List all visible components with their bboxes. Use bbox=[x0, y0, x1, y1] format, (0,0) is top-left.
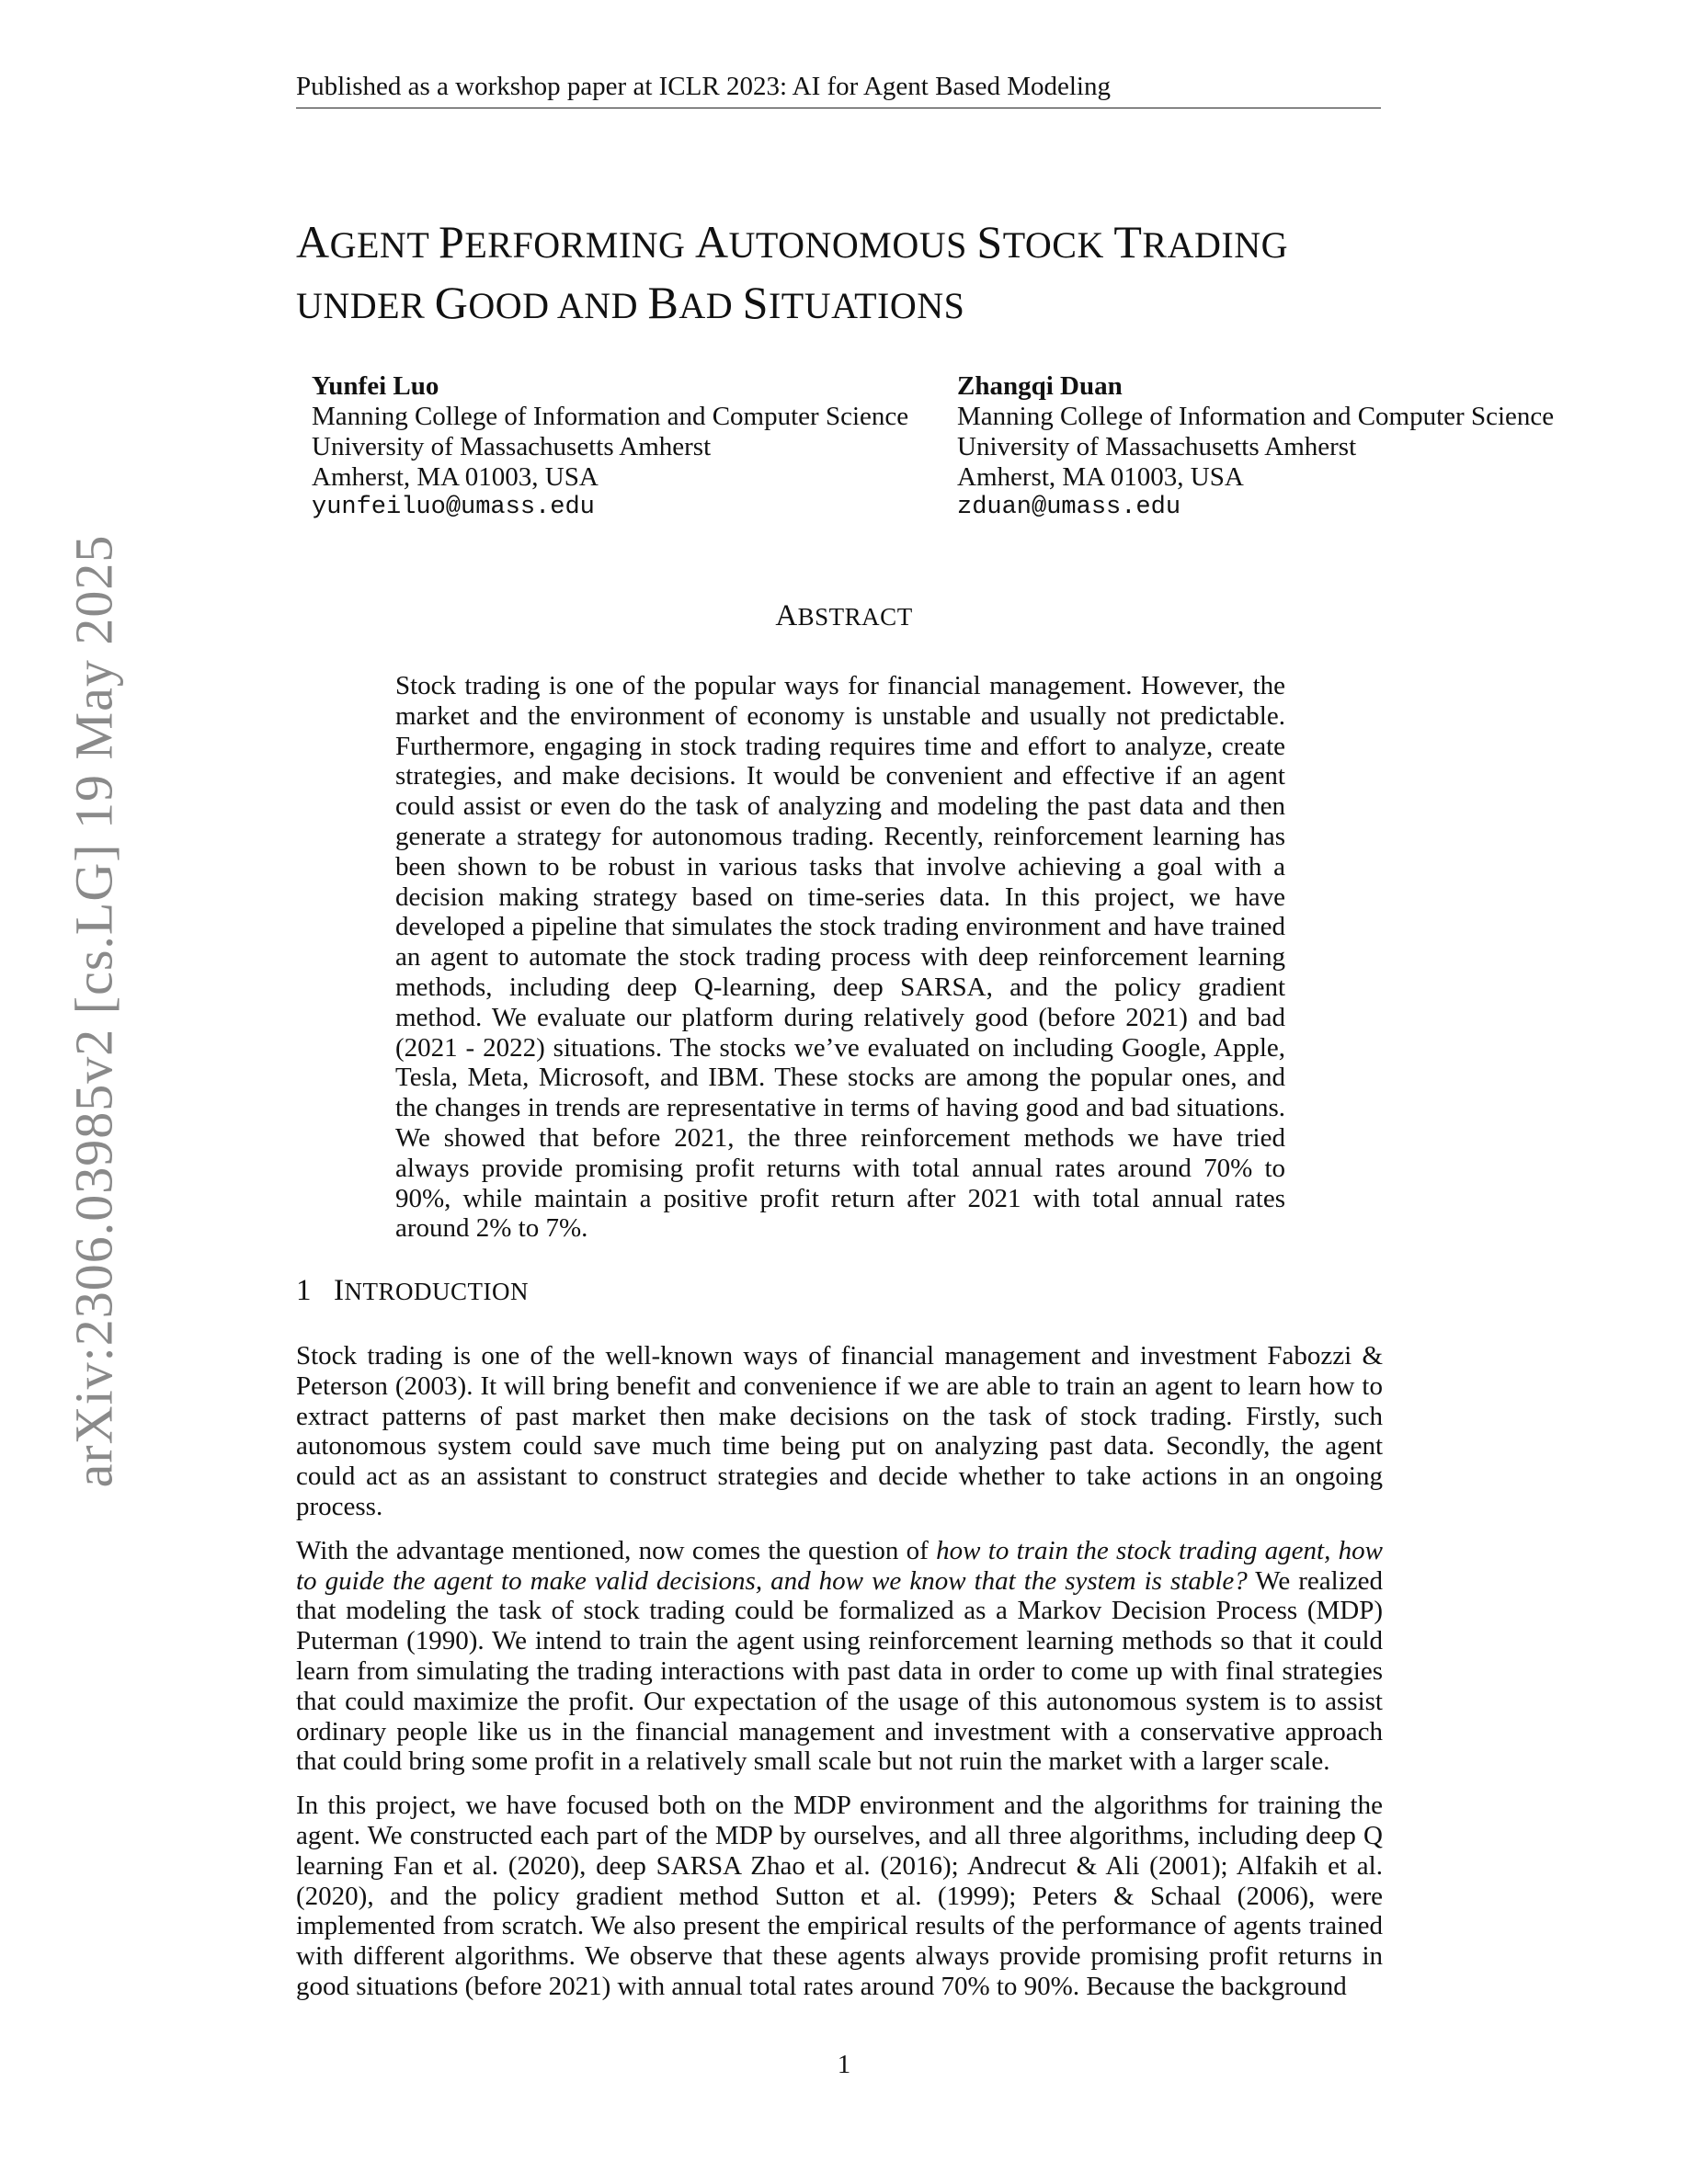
page-number: 1 bbox=[837, 2050, 851, 2079]
author-university: University of Massachusetts Amherst bbox=[957, 432, 1357, 461]
author-name: Yunfei Luo bbox=[312, 371, 439, 401]
title-word: PERFORMING bbox=[439, 216, 695, 267]
title-word: TRADING bbox=[1113, 216, 1288, 267]
title-line-1 bbox=[296, 213, 1399, 274]
title-word: AUTONOMOUS bbox=[694, 216, 977, 267]
section-number: 1 bbox=[296, 1274, 312, 1307]
author-email[interactable]: yunfeiluo@umass.edu bbox=[312, 494, 595, 521]
arxiv-identifier: arXiv:2306.03985v2 [cs.LG] 19 May 2025 bbox=[63, 534, 124, 1488]
author-block-1 bbox=[312, 371, 908, 523]
title-line-2 bbox=[296, 274, 1399, 335]
paper-title bbox=[296, 213, 1399, 335]
paragraph: In this project, we have focused both on the MDP environment and the algorithms for training the agent. We constructed each part of the MDP by ourselves, and all three algorithms, including deep Q learning Fan et al. (2020), deep SARSA Zhao et al. (2016); Andrecut & Ali (2001); Alfakih et al. (2020), and the policy gradient method Sutton et al. (1999); Peters & Schaal (2006), were implemented from scratch. We also present the empirical results of the performance of agents trained with different algorithms. We observe that these agents always provide promising profit returns in good situations (before 2021) with annual total rates around 70% to 90%. Because the background bbox=[296, 1791, 1383, 2001]
paragraph: With the advantage mentioned, now comes the question of how to train the stock trading agent, how to guide the agent to make valid decisions, and how we know that the system is stable? We realized that modeling the task of stock trading could be formalized as a Markov Decision Process (MDP) Puterman (1990). We intend to train the agent using reinforcement learning methods so that it could learn from simulating the trading interactions with past data in order to come up with final strategies that could maximize the profit. Our expectation of the usage of this autonomous system is to assist ordinary people like us in the financial management and investment with a conservative approach that could bring some profit in a relatively small scale but not ruin the market with a larger scale. bbox=[296, 1535, 1383, 1777]
author-address: Amherst, MA 01003, USA bbox=[312, 462, 599, 492]
title-word: UNDER bbox=[296, 285, 435, 326]
italic-question: how to train the stock trading agent, how to guide the agent to make valid decisions, and how we know that the system is stable? bbox=[296, 1535, 1383, 1596]
author-affiliation: Manning College of Information and Computer Science bbox=[312, 402, 909, 431]
title-word: GOOD AND bbox=[434, 277, 648, 328]
section-heading-introduction: 1 INTRODUCTION bbox=[296, 1274, 529, 1307]
running-header: Published as a workshop paper at ICLR 2023: AI for Agent Based Modeling bbox=[296, 72, 1381, 108]
abstract-text: Stock trading is one of the popular ways for financial management. However, the market and the environment of economy is unstable and usually not predictable. Furthermore, engaging in stock trading requires time and effort to analyze, create strategies, and make decisions. It would be convenient and effective if an agent could assist or even do the task of analyzing and modeling the past data and then generate a strategy for autonomous trading. Recently, reinforcement learning has been shown to be robust in various tasks that involve achieving a goal with a decision making strategy based on time-series data. In this project, we have developed a pipeline that simulates the stock trading environment and have trained an agent to automate the stock trading process with deep reinforcement learning methods, including deep Q-learning, deep SARSA, and the policy gradient method. We evaluate our platform during relatively good (before 2021) and bad (2021 - 2022) situations. The stocks we’ve evaluated on including Google, Apple, Tesla, Meta, Microsoft, and IBM. These stocks are among the popular ones, and the changes in trends are representative in terms of having good and bad situations. We showed that before 2021, the three reinforcement methods we have tried always provide promising profit returns with total annual rates around 70% to 90%, while maintain a positive profit return after 2021 with total annual rates around 2% to 7%. bbox=[395, 671, 1285, 1244]
introduction-body bbox=[296, 1341, 1383, 2016]
abstract-heading: ABSTRACT bbox=[775, 599, 913, 632]
author-block-2 bbox=[957, 371, 1554, 523]
title-word: AGENT bbox=[296, 216, 439, 267]
title-word: BAD bbox=[647, 277, 743, 328]
author-email[interactable]: zduan@umass.edu bbox=[957, 494, 1181, 521]
author-affiliation: Manning College of Information and Computer Science bbox=[957, 402, 1555, 431]
author-name: Zhangqi Duan bbox=[957, 371, 1123, 401]
author-university: University of Massachusetts Amherst bbox=[312, 432, 712, 461]
title-word: STOCK bbox=[976, 216, 1114, 267]
paragraph: Stock trading is one of the well-known ways of financial management and investment Fabozzi & Peterson (2003). It will bring benefit and convenience if we are able to train an agent to learn how to extract patterns of past market then make decisions on the task of stock trading. Firstly, such autonomous system could save much time being put on analyzing past data. Secondly, the agent could act as an assistant to construct strategies and decide whether to take actions in an ongoing process. bbox=[296, 1341, 1383, 1521]
author-address: Amherst, MA 01003, USA bbox=[957, 462, 1244, 492]
title-word: SITUATIONS bbox=[742, 277, 965, 328]
